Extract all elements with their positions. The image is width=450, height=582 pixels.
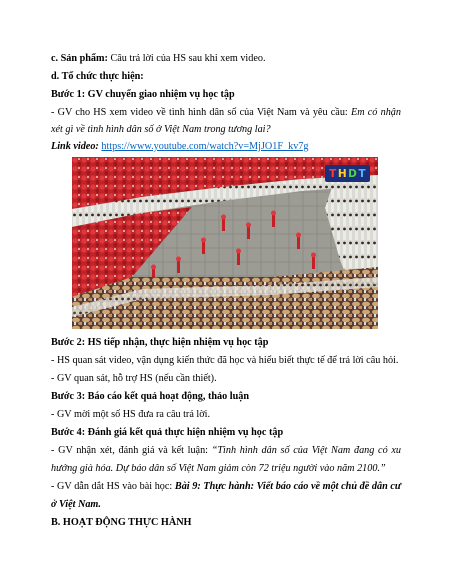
step1-line2-italic: xét gì về tình hình dân số ở Việt Nam trong tương lai? [51, 124, 271, 135]
product-text: Câu trả lời của HS sau khi xem video. [107, 53, 266, 64]
step2-heading [51, 336, 401, 349]
logo-letter-2: H [337, 167, 348, 180]
step4-line2 [51, 462, 401, 475]
step2-line1 [51, 354, 401, 367]
step3-line1-text: - GV mời một số HS đưa ra câu trả lời. [51, 409, 210, 420]
step1-heading-text: Bước 1: GV chuyển giao nhiệm vụ học tập [51, 89, 235, 100]
video-link[interactable]: https://www.youtube.com/watch?v=MjJO1F_kv7g [101, 141, 309, 152]
logo-letter-1: T [329, 167, 337, 180]
step3-heading-text: Bước 3: Báo cáo kết quả hoạt động, thảo luận [51, 391, 249, 402]
channel-logo [325, 165, 370, 182]
video-link-label: Link video: [51, 141, 99, 152]
step2-line2 [51, 372, 401, 385]
step2-line2-text: - GV quan sát, hỗ trợ HS (nếu cần thiết). [51, 373, 217, 384]
step4-line1-italic: “Tình hình dân số của Việt Nam đang có xu [211, 445, 401, 456]
step4-heading-text: Bước 4: Đánh giá kết quả thực hiện nhiệm vụ học tập [51, 427, 284, 438]
product-label: c. Sản phẩm: [51, 53, 108, 64]
step4-heading [51, 426, 401, 439]
parade-crowd-image [72, 157, 378, 329]
logo-letter-4: T [358, 167, 366, 180]
step2-heading-text: Bước 2: HS tiếp nhận, thực hiện nhiệm vụ học tập [51, 337, 269, 348]
section-b-heading-text: B. HOẠT ĐỘNG THỰC HÀNH [51, 517, 192, 528]
step4-line2-italic: hướng già hóa. Dự báo dân số Việt Nam giảm còn 72 triệu người vào năm 2100.” [51, 463, 386, 474]
step1-line2 [51, 123, 401, 136]
step3-heading [51, 390, 401, 403]
step2-line1-text: - HS quan sát video, vận dụng kiến thức đã học và hiểu biết thực tế để trả lời câu hỏi. [51, 355, 399, 366]
step4-line3-plain: - GV dẫn dắt HS vào bài học: [51, 481, 175, 492]
lesson-title: Bài 9: Thực hành: Viết báo cáo về một chủ đề dân cư [174, 481, 402, 492]
video-link-line [51, 140, 401, 153]
step4-line1 [51, 444, 401, 457]
logo-letter-3: D [348, 167, 358, 180]
step3-line1 [51, 408, 401, 421]
organization-label: d. Tổ chức thực hiện: [51, 71, 144, 82]
step4-line1-plain: - GV nhận xét, đánh giá và kết luận: [51, 445, 212, 456]
step4-line4 [51, 498, 401, 511]
product-line [51, 52, 401, 65]
organization-heading [51, 70, 401, 83]
step1-line1-plain: - GV cho HS xem video về tình hình dân số của Việt Nam và yêu cầu: [51, 107, 351, 118]
video-thumbnail[interactable] [72, 157, 378, 329]
step1-heading [51, 88, 401, 101]
section-b-heading [51, 516, 401, 529]
lesson-title-end: ở Việt Nam. [51, 499, 101, 510]
step1-line1 [51, 106, 401, 119]
step1-line1-italic: Em có nhận [350, 107, 401, 118]
step4-line3 [51, 480, 401, 493]
